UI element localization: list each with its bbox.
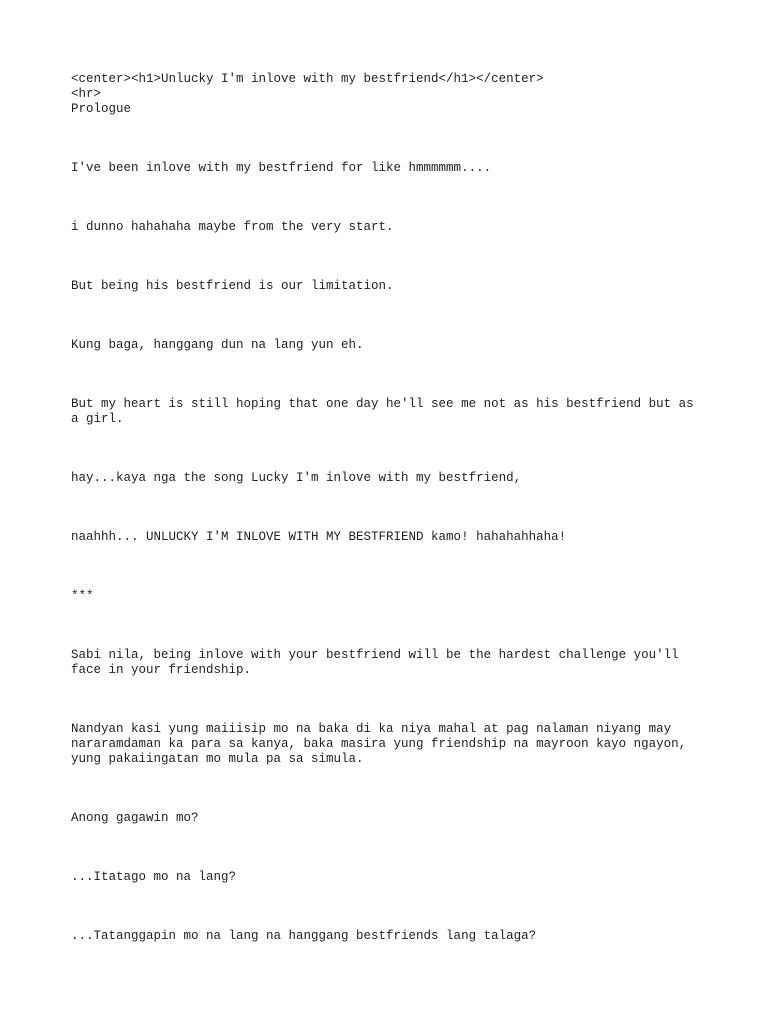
paragraph: i dunno hahahaha maybe from the very start. xyxy=(71,220,394,234)
paragraph: naahhh... UNLUCKY I'M INLOVE WITH MY BESTFRIEND kamo! hahahahhaha! xyxy=(71,530,567,544)
raw-title-markup: <center><h1>Unlucky I'm inlove with my bestfriend</h1></center> xyxy=(71,72,544,86)
paragraph: ...Tatanggapin mo na lang na hanggang bestfriends lang talaga? xyxy=(71,929,537,943)
section-label: Prologue xyxy=(71,102,132,116)
document-page xyxy=(71,72,701,944)
paragraph: Anong gagawin mo? xyxy=(71,811,199,825)
raw-hr-markup: <hr> xyxy=(71,87,102,101)
paragraph: ...Itatago mo na lang? xyxy=(71,870,237,884)
paragraph: hay...kaya nga the song Lucky I'm inlove with my bestfriend, xyxy=(71,471,522,485)
paragraph: Nandyan kasi yung maiiisip mo na baka di ka niya mahal at pag nalaman niyang may nararamdaman ka para sa kanya, baka masira yung friendship na mayroon kayo ngayon, yung pakaiingatan mo mula pa sa simula. xyxy=(71,722,694,766)
paragraph: But being his bestfriend is our limitation. xyxy=(71,279,394,293)
paragraph: Kung baga, hanggang dun na lang yun eh. xyxy=(71,338,364,352)
paragraph: But my heart is still hoping that one day he'll see me not as his bestfriend but as a girl. xyxy=(71,397,702,426)
section-separator: *** xyxy=(71,589,94,603)
paragraph: Sabi nila, being inlove with your bestfriend will be the hardest challenge you'll face in your friendship. xyxy=(71,648,687,677)
paragraph: I've been inlove with my bestfriend for like hmmmmmm.... xyxy=(71,161,492,175)
